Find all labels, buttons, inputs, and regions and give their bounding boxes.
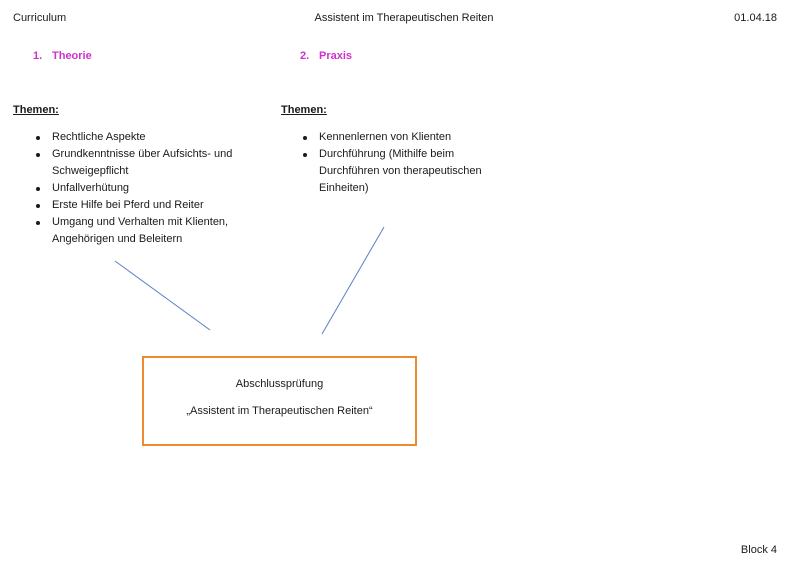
connector-line-praxis (322, 227, 384, 334)
connector-line-theorie (115, 261, 210, 330)
header-title: Assistent im Therapeutischen Reiten (314, 12, 494, 24)
list-item-text: Grundkenntnisse über Aufsichts- und Schweigepflicht (52, 148, 233, 177)
themen-heading-theorie: Themen: (13, 104, 59, 116)
list-item-text: Kennenlernen von Klienten (319, 131, 452, 143)
list-item-text: Rechtliche Aspekte (52, 131, 146, 143)
exam-title: Abschlussprüfung (235, 378, 324, 390)
section-label: Theorie (52, 50, 92, 62)
list-item-text: Erste Hilfe bei Pferd und Reiter (52, 199, 204, 211)
list-item-text: Unfallverhütung (52, 182, 130, 194)
section-number: 1. (33, 50, 43, 62)
list-item-text: Umgang und Verhalten mit Klienten, Angehörigen und Beleitern (52, 216, 229, 245)
header-date: 01.04.18 (734, 12, 777, 24)
exam-box (142, 356, 417, 446)
themen-heading-praxis: Themen: (281, 104, 327, 116)
list-item-text: Durchführung (Mithilfe beim Durchführen von therapeutischen Einheiten) (319, 148, 482, 194)
exam-subtitle: „Assistent im Therapeutischen Reiten“ (186, 405, 373, 417)
section-number: 2. (300, 50, 310, 62)
section-label: Praxis (319, 50, 353, 62)
header-left: Curriculum (13, 12, 67, 24)
footer-block-label: Block 4 (740, 544, 777, 556)
